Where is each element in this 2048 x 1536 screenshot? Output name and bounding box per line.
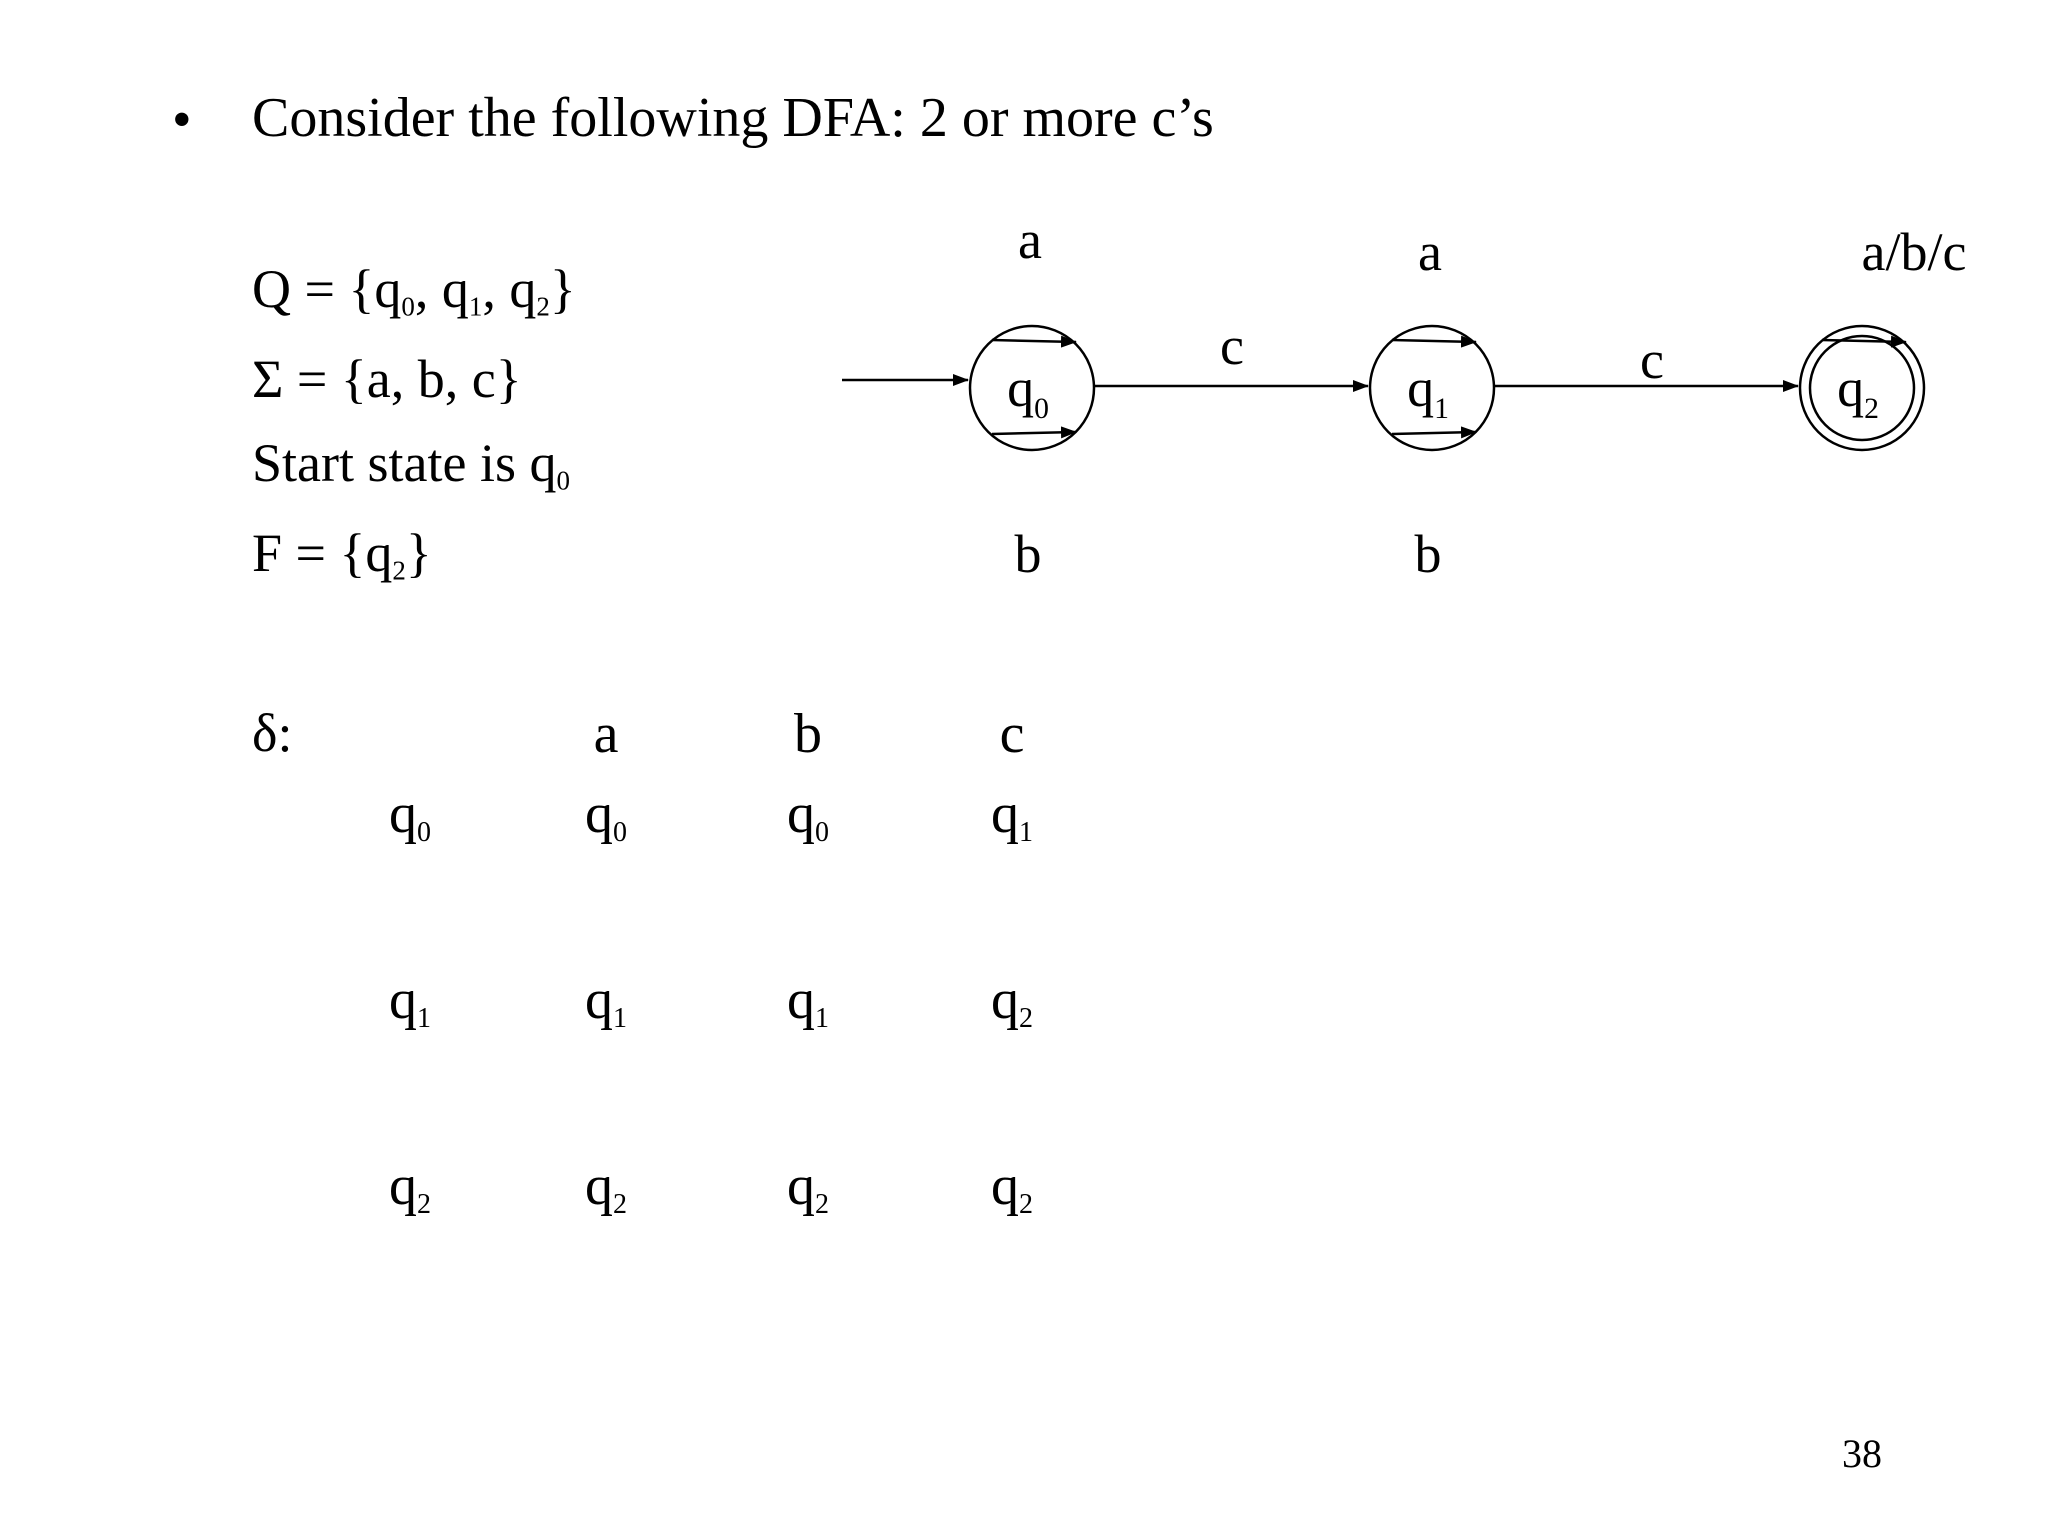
state-q0-loop-bottom xyxy=(992,432,1076,434)
state-subscript: 2 xyxy=(815,1188,829,1220)
state-subscript: 1 xyxy=(417,1002,431,1034)
state-letter: q xyxy=(991,1155,1019,1217)
state-q0-sub: 0 xyxy=(401,291,415,322)
state-letter: q xyxy=(787,1155,815,1217)
state-q1-letter: q xyxy=(441,259,469,319)
state-letter: q xyxy=(991,969,1019,1031)
state-subscript: 2 xyxy=(1019,1002,1033,1034)
table-header-b: b xyxy=(794,703,822,765)
state-q2-loop-top-label: a/b/c xyxy=(1861,222,1967,282)
state-subscript: 2 xyxy=(417,1188,431,1220)
table-header-c: c xyxy=(999,703,1025,765)
state-q2-label: $q_2$ xyxy=(1837,358,1879,425)
state-q1-loop-bottom-label: b xyxy=(1414,524,1442,584)
states-sep-1: , xyxy=(414,259,442,319)
table-header-a: a xyxy=(593,703,619,765)
state-q0-label: $q_0$ xyxy=(1007,358,1049,425)
state-q1-loop-top xyxy=(1392,340,1476,342)
states-suffix: } xyxy=(549,259,576,319)
state-letter: q xyxy=(787,783,815,845)
state-q1-sub: 1 xyxy=(468,291,483,322)
states-sep-2: , xyxy=(482,259,510,319)
page-number: 38 xyxy=(1842,1431,1882,1476)
state-q1-loop-top-label: a xyxy=(1418,222,1442,282)
edge-q0-q1-label: c xyxy=(1220,316,1244,376)
final-suffix: } xyxy=(405,523,432,583)
state-subscript: 2 xyxy=(1019,1188,1033,1220)
state-subscript: 1 xyxy=(1019,816,1033,848)
state-letter: q xyxy=(389,969,417,1031)
start-state-text: Start state is q xyxy=(252,433,557,493)
state-letter: q xyxy=(991,783,1019,845)
delta-label: δ: xyxy=(252,703,293,763)
alphabet-definition: Σ = {a, b, c} xyxy=(252,349,522,409)
state-letter: q xyxy=(585,1155,613,1217)
state-subscript: 0 xyxy=(613,816,627,848)
state-letter: q xyxy=(585,969,613,1031)
state-q0-letter: q xyxy=(374,259,402,319)
state-q2-sub: 2 xyxy=(536,291,550,322)
bullet-icon: • xyxy=(172,89,192,151)
slide-heading: Consider the following DFA: 2 or more c’s xyxy=(252,87,1214,149)
state-q0-loop-top xyxy=(992,340,1076,342)
state-letter: q xyxy=(585,783,613,845)
state-q2-loop-top xyxy=(1822,340,1906,342)
state-q0-loop-top-label: a xyxy=(1018,210,1042,270)
edge-q1-q2-label: c xyxy=(1640,330,1664,390)
state-subscript: 1 xyxy=(815,1002,829,1034)
final-sub: 2 xyxy=(392,555,406,586)
state-q1-loop-bottom xyxy=(1392,432,1476,434)
state-q1-label: $q_1$ xyxy=(1407,358,1449,425)
final-prefix: F = {q xyxy=(252,523,393,583)
state-subscript: 0 xyxy=(815,816,829,848)
state-letter: q xyxy=(787,969,815,1031)
state-subscript: 0 xyxy=(417,816,431,848)
state-letter: q xyxy=(389,783,417,845)
start-state-sub: 0 xyxy=(556,465,570,496)
states-prefix: Q = { xyxy=(252,259,375,319)
state-q2-letter: q xyxy=(509,259,537,319)
state-subscript: 2 xyxy=(613,1188,627,1220)
state-letter: q xyxy=(389,1155,417,1217)
state-subscript: 1 xyxy=(613,1002,627,1034)
state-q0-loop-bottom-label: b xyxy=(1014,524,1042,584)
